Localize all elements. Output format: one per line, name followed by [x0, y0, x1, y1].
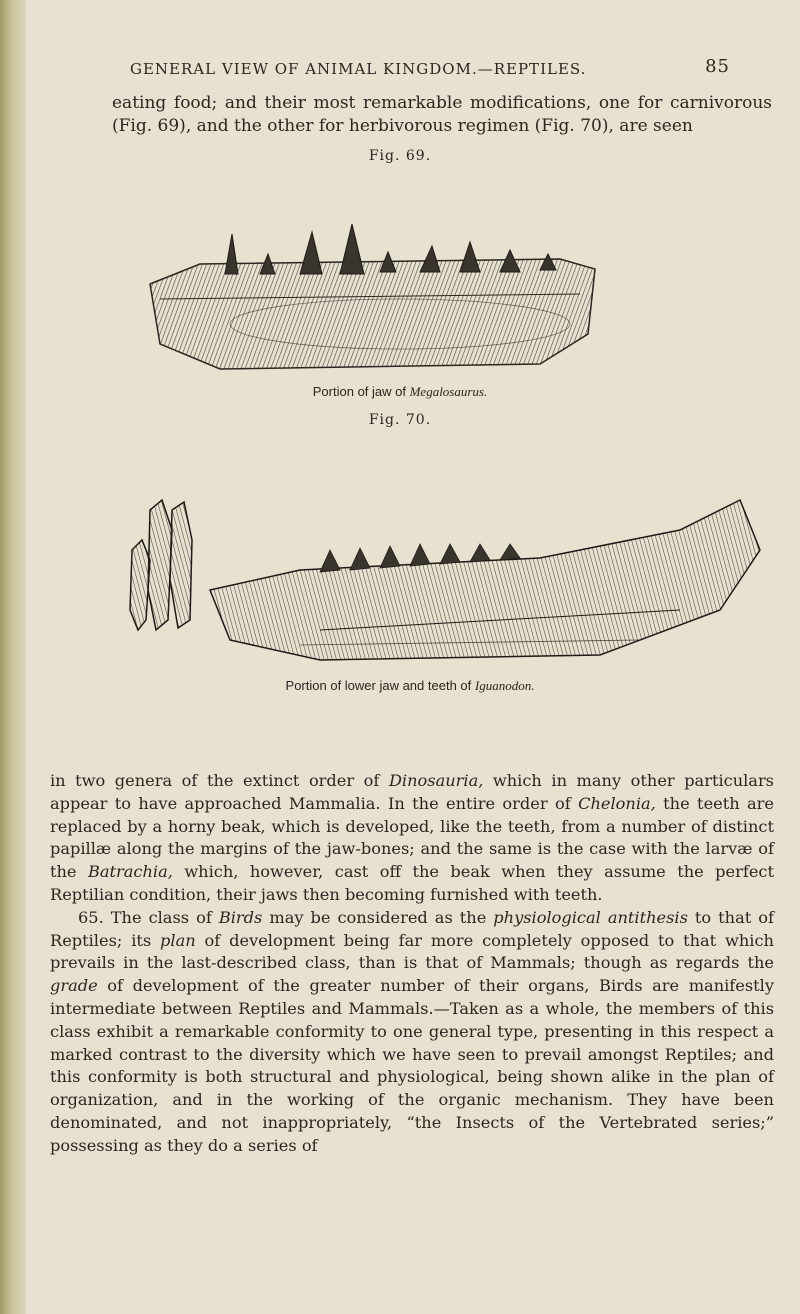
intro-text: eating food; and their most remarkable modifications, one for carnivorous (Fig. 69), and the other for herbivorous regimen (Fig. 70), are seen — [112, 93, 772, 136]
figure-70-label: Fig. 70. — [368, 412, 432, 428]
running-title: GENERAL VIEW OF ANIMAL KINGDOM.—REPTILES. — [130, 60, 587, 78]
running-header — [130, 56, 760, 78]
figure-70-caption: Portion of lower jaw and teeth of Iguanodon. — [285, 678, 535, 693]
megalosaurus-jaw-engraving — [140, 224, 600, 374]
paragraph-dinosauria: in two genera of the extinct order of Dinosauria, which in many other particulars appear to have approached Mammalia. In the entire order of Chelonia, the teeth are replaced by a horny beak, which is developed, like the teeth, from a number of distinct papillæ along the margins of the jaw-bones; and the same is the case with the larvæ of the Batrachia, which, however, cast off the beak when they assume the perfect Reptilian condition, their jaws then becoming furnished with teeth. — [50, 771, 774, 904]
figure-69-label: Fig. 69. — [368, 148, 432, 164]
page-binding-edge — [0, 0, 26, 1314]
paragraph-birds: 65. The class of Birds may be considered as the physiological antithesis to that of Reptiles; its plan of development being far more completely opposed to that which prevails in the last-described class, than is that of Mammals; though as regards the grade of development of the greater number of their organs, Birds are manifestly intermediate between Reptiles and Mammals.—Taken as a whole, the members of this class exhibit a remarkable conformity to one general type, presenting in this respect a marked contrast to the diversity which we have seen to prevail amongst Reptiles; and this conformity is both structural and physiological, being shown alike in the plan of organization, and in the working of the organic mechanism. They have been denominated, and not inappropriately, “the Insects of the Vertebrated series;” possessing as they do a series of — [50, 907, 774, 1155]
page-number: 85 — [705, 56, 730, 77]
iguanodon-jaw-engraving — [120, 440, 770, 670]
figure-69-caption: Portion of jaw of Megalosaurus. — [312, 384, 488, 399]
body-text — [50, 770, 774, 1158]
